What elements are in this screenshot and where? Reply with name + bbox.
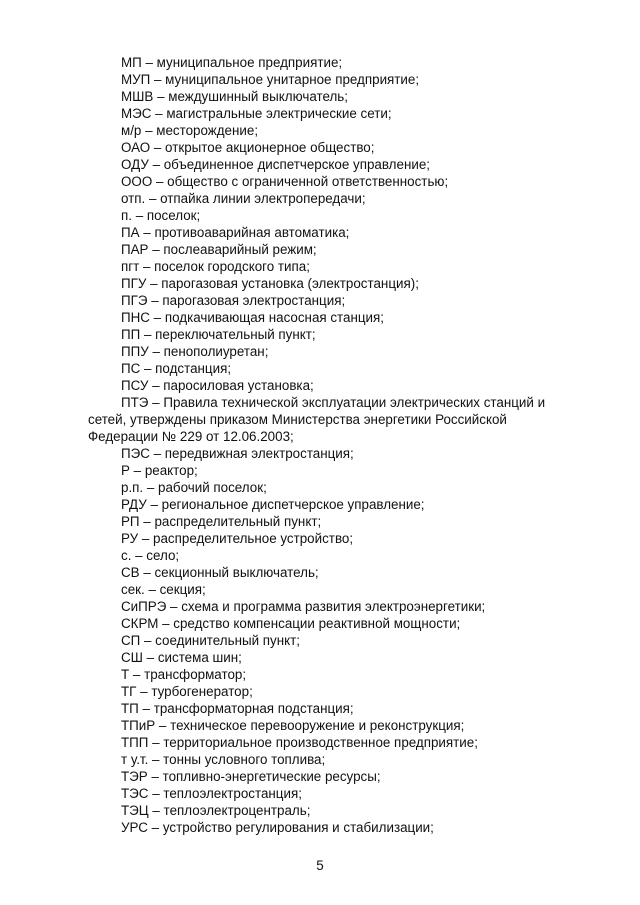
abbreviation-entry: УРС – устройство регулирования и стабилизации; <box>121 820 434 835</box>
abbreviation-entry: СП – соединительный пункт; <box>121 633 300 648</box>
abbreviation-entry: ПНС – подкачивающая насосная станция; <box>121 310 385 325</box>
abbreviation-entry: р.п. – рабочий поселок; <box>121 480 267 495</box>
abbreviation-entry: ПСУ – паросиловая установка; <box>121 378 314 393</box>
abbreviation-entry: ОАО – открытое акционерное общество; <box>121 140 375 155</box>
abbreviation-entry: ТЭЦ – теплоэлектроцентраль; <box>121 803 311 818</box>
abbreviation-entry: РДУ – региональное диспетчерское управление; <box>121 497 425 512</box>
abbreviation-list <box>88 54 558 836</box>
abbreviation-entry: ПАР – послеаварийный режим; <box>121 242 317 257</box>
abbreviation-entry: ПП – переключательный пункт; <box>121 327 316 342</box>
abbreviation-entry: ООО – общество с ограниченной ответственностью; <box>121 174 449 189</box>
abbreviation-entry: СШ – система шин; <box>121 650 242 665</box>
abbreviation-entry: СКРМ – средство компенсации реактивной мощности; <box>121 616 461 631</box>
abbreviation-entry: ПГЭ – парогазовая электростанция; <box>121 293 346 308</box>
abbreviation-entry: пгт – поселок городского типа; <box>121 259 310 274</box>
abbreviation-entry: отп. – отпайка линии электропередачи; <box>121 191 366 206</box>
abbreviation-entry: МЭС – магистральные электрические сети; <box>121 106 392 121</box>
abbreviation-entry: МШВ – междушинный выключатель; <box>121 89 348 104</box>
abbreviation-entry: т у.т. – тонны условного топлива; <box>121 752 326 767</box>
abbreviation-entry: ПА – противоаварийная автоматика; <box>121 225 350 240</box>
abbreviation-entry: РУ – распределительное устройство; <box>121 531 354 546</box>
abbreviation-entry: м/р – месторождение; <box>121 123 259 138</box>
abbreviation-entry: ОДУ – объединенное диспетчерское управление; <box>121 157 430 172</box>
abbreviation-entry: п. – поселок; <box>121 208 201 223</box>
abbreviation-entry: ПС – подстанция; <box>121 361 232 376</box>
abbreviation-entry: РП – распределительный пункт; <box>121 514 322 529</box>
abbreviation-entry: СВ – секционный выключатель; <box>121 565 319 580</box>
abbreviation-entry: СиПРЭ – схема и программа развития электроэнергетики; <box>121 599 486 614</box>
abbreviation-entry: ТЭС – теплоэлектростанция; <box>121 786 302 801</box>
abbreviation-entry: ТЭР – топливно-энергетические ресурсы; <box>121 769 381 784</box>
abbreviation-entry: ТГ – турбогенератор; <box>121 684 253 699</box>
abbreviation-entry: МП – муниципальное предприятие; <box>121 55 343 70</box>
abbreviation-entry: ТПиР – техническое перевооружение и реконструкция; <box>121 718 465 733</box>
abbreviation-entry: ППУ – пенополиуретан; <box>121 344 269 359</box>
abbreviation-entry: ПГУ – парогазовая установка (электростанция); <box>121 276 419 291</box>
abbreviation-entry: МУП – муниципальное унитарное предприятие; <box>121 72 420 87</box>
abbreviation-entry: ПТЭ – Правила технической эксплуатации электрических станций и сетей, утверждены приказом Министерства энергетики Российской Федерации № 229 от 12.06.2003; <box>88 395 546 444</box>
abbreviation-entry: ТПП – территориальное производственное предприятие; <box>121 735 478 750</box>
abbreviation-entry: Р – реактор; <box>121 463 198 478</box>
abbreviation-entry: ПЭС – передвижная электростанция; <box>121 446 354 461</box>
abbreviation-entry: ТП – трансформаторная подстанция; <box>121 701 354 716</box>
page-number: 5 <box>316 858 324 873</box>
abbreviation-entry: с. – село; <box>121 548 180 563</box>
abbreviation-entry: сек. – секция; <box>121 582 206 597</box>
abbreviation-entry: Т – трансформатор; <box>121 667 247 682</box>
